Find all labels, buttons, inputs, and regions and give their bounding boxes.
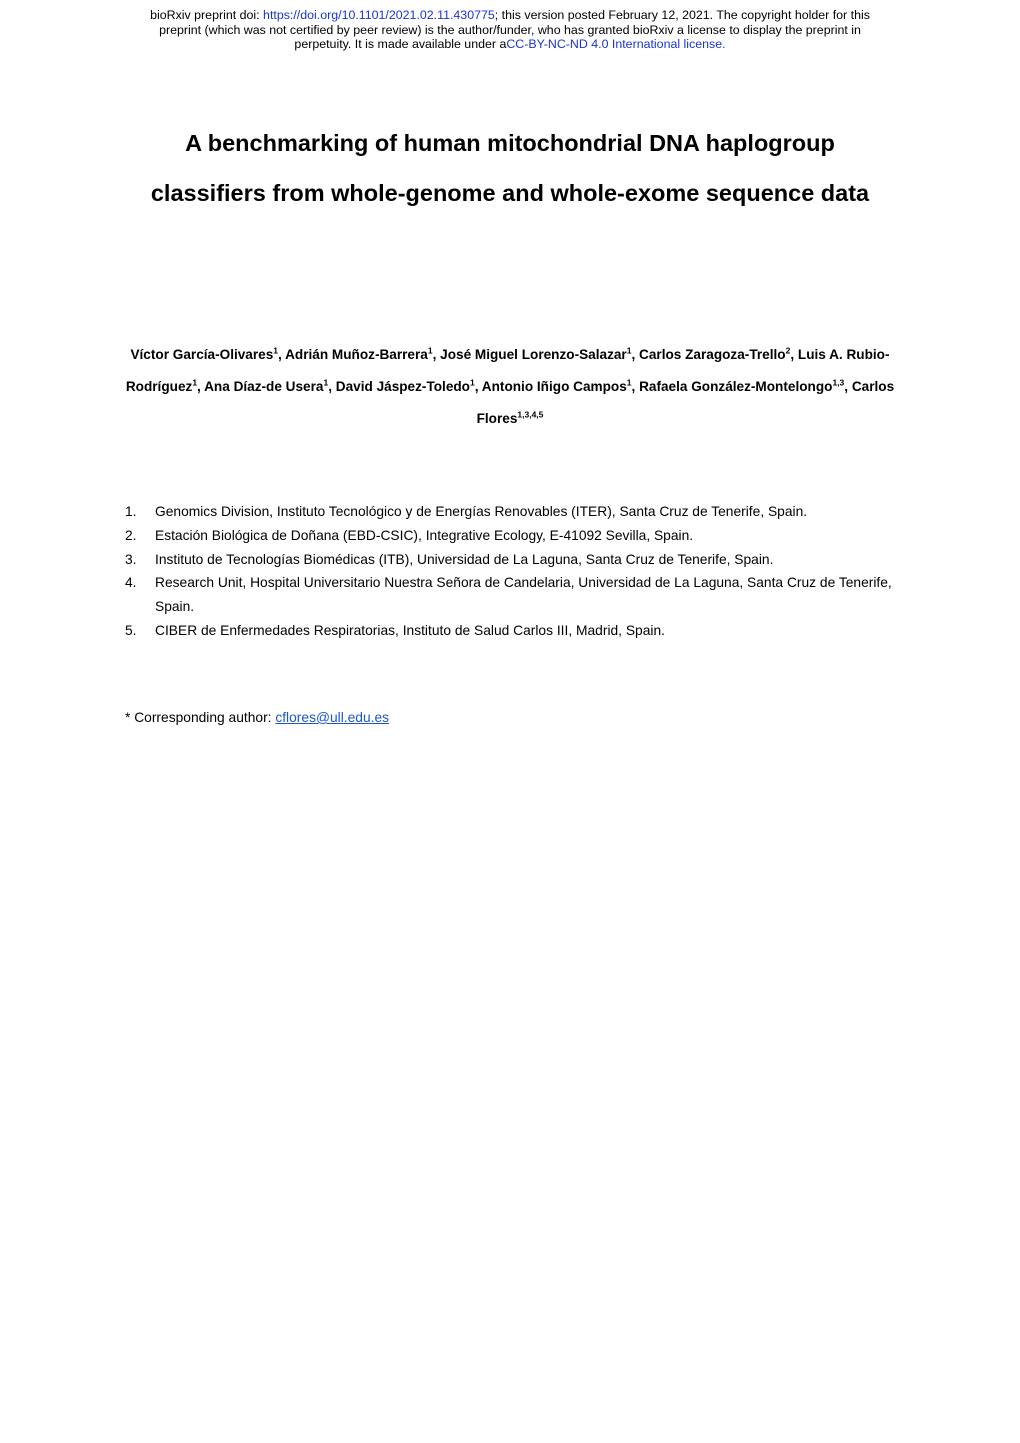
author-affiliation-marker: 1,3,4,5 xyxy=(517,409,544,420)
preprint-notice xyxy=(40,8,980,52)
affiliation-text: CIBER de Enfermedades Respiratorias, Instituto de Salud Carlos III, Madrid, Spain. xyxy=(155,622,665,638)
notice-suffix: ; this version posted February 12, 2021. The copyright holder for this xyxy=(494,8,870,22)
title-line-1: A benchmarking of human mitochondrial DNA haplogroup xyxy=(185,130,835,156)
affiliation-item xyxy=(125,571,915,619)
author-name: David Jáspez-Toledo xyxy=(335,379,470,394)
author-affiliation-marker: 1 xyxy=(323,377,329,388)
author-separator: , xyxy=(631,347,640,362)
doi-link[interactable]: https://doi.org/10.1101/2021.02.11.430775 xyxy=(263,8,495,22)
author-separator: , xyxy=(197,379,205,394)
affiliation-number: 1. xyxy=(125,504,137,519)
affiliation-item xyxy=(125,500,915,524)
author-separator: , xyxy=(474,379,482,394)
notice-line-1 xyxy=(40,8,980,23)
author-name: Víctor García-Olivares xyxy=(130,347,274,362)
author-name: Adrián Muñoz-Barrera xyxy=(285,347,428,362)
affiliation-number: 2. xyxy=(125,527,137,543)
author-affiliation-marker: 2 xyxy=(785,345,791,356)
author-separator: , xyxy=(432,347,441,362)
author-name: Carlos Zaragoza-Trello xyxy=(639,347,786,362)
author-affiliation-marker: 1,3 xyxy=(832,377,845,388)
author-separator: , xyxy=(278,347,286,362)
affiliation-number: 5. xyxy=(125,622,137,638)
corresponding-email-link[interactable]: cflores@ull.edu.es xyxy=(275,710,390,725)
notice-prefix: bioRxiv preprint doi: xyxy=(150,8,264,22)
author-name: Antonio Iñigo Campos xyxy=(481,379,627,394)
affiliation-text: Instituto de Tecnologías Biomédicas (ITB), Universidad de La Laguna, Santa Cruz de Tenerife, Spain. xyxy=(155,551,774,567)
corresponding-author xyxy=(125,707,915,729)
notice-license-prefix: perpetuity. It is made available under a xyxy=(294,37,507,52)
license-link[interactable]: CC-BY-NC-ND 4.0 International license xyxy=(506,37,723,52)
author-affiliation-marker: 1 xyxy=(192,377,198,388)
author-separator: , xyxy=(328,379,336,394)
corresponding-label: * Corresponding author: xyxy=(125,710,276,725)
author-affiliation-marker: 1 xyxy=(273,345,279,356)
author-list xyxy=(110,339,910,435)
affiliation-item xyxy=(125,524,915,548)
affiliation-item xyxy=(125,548,915,572)
paper-title xyxy=(60,118,960,218)
author-affiliation-marker: 1 xyxy=(626,377,632,388)
affiliation-number: 4. xyxy=(125,575,137,591)
author-name: Rafaela González-Montelongo xyxy=(639,379,833,394)
title-line-2: classifiers from whole-genome and whole-exome sequence data xyxy=(150,180,870,206)
affiliation-text: Research Unit, Hospital Universitario Nuestra Señora de Candelaria, Universidad de La Laguna, Santa Cruz de Tenerife, Spain. xyxy=(155,575,892,615)
author-affiliation-marker: 1 xyxy=(470,377,475,388)
notice-line-3 xyxy=(40,37,980,52)
author-affiliation-marker: 1 xyxy=(427,345,433,356)
affiliation-text: Genomics Division, Instituto Tecnológico y de Energías Renovables (ITER), Santa Cruz de Tenerife, Spain. xyxy=(155,504,808,519)
author-name: Ana Díaz-de Usera xyxy=(204,379,324,394)
author-name: Carlos Flores xyxy=(476,379,895,426)
author-separator: , xyxy=(844,379,852,394)
author-separator: , xyxy=(790,347,798,362)
affiliation-item xyxy=(125,619,915,643)
author-affiliation-marker: 1 xyxy=(626,345,632,356)
affiliation-list xyxy=(125,500,915,643)
author-name: Luis A. Rubio-Rodríguez xyxy=(125,347,890,394)
author-name: José Miguel Lorenzo-Salazar xyxy=(440,347,627,362)
affiliation-number: 3. xyxy=(125,551,137,567)
author-separator: , xyxy=(631,379,640,394)
license-period: . xyxy=(722,37,726,52)
affiliation-text: Estación Biológica de Doñana (EBD-CSIC), Integrative Ecology, E-41092 Sevilla, Spain. xyxy=(155,527,694,543)
notice-line-2: preprint (which was not certified by peer review) is the author/funder, who has granted bioRxiv a license to display the preprint in xyxy=(159,22,861,37)
